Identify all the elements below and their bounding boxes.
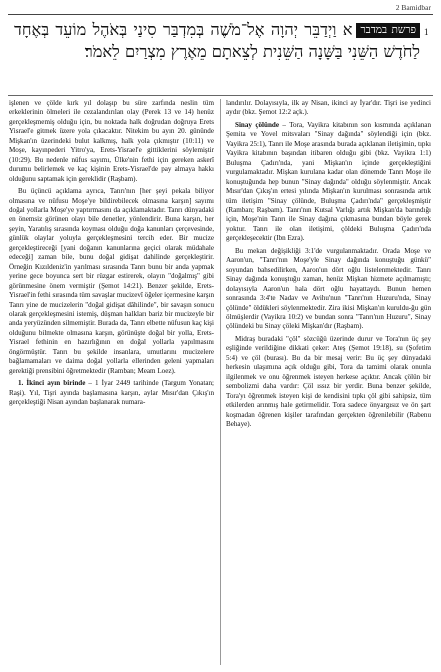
commentary-paragraph: Midraş buradaki "çöl" sözcüğü üzerinde durur ve Tora'nın üç şey eşliğinde verildiğine dikkati çeker: Ateş (Şemot 19:18), su (Şofetim 5:4) ve çöl (burası). Bu da bir mesaj verir: Bu üç şey dünyadaki herkesin ulaşımına açık olduğu gibi, Tora da tamimi olarak onunla ilgilenmek ve onu öğrenmek isteyen herkese açıktır. Ancak çölün bir sembolizmi daha vardır: Çöl ıssız bir yerdir. Buna benzer şekilde, Tora'yı öğrenmek isteyen kişi de kendisini tıpkı çöl gibi sahipsiz, tüm etkilerden arınmış hale getirmelidir. Tora sadece önyargısız ve ön şart koşmadan öğrenen kişiler tarafından gerçekten öğrenilebilir (Rabenu Behaye).: [226, 334, 431, 428]
commentary-paragraph: [9, 379, 214, 407]
commentary-text: – 1 İyar 2449 tarihinde (Targum Yonatan; Raşi). Yıl, Tişri ayında başlamasına karşın, aylar Mısır'dan Çıkış'ın gerçekleştiği Nisan ayından başlanarak numara-: [9, 379, 214, 407]
commentary-paragraph: landırılır. Dolayısıyla, ilk ay Nisan, ikinci ay İyar'dır. Tişri ise yedinci aydır (bkz. Şemot 12:2 açk.).: [226, 99, 431, 117]
parasha-label: פרשת במדבר: [356, 23, 420, 38]
column-divider: [220, 99, 221, 665]
commentary-paragraph: Bu üçüncü açıklama ayrıca, Tanrı'nın [her şeyi pekala biliyor olmasına ve nüfusu Moşe'ye bildirebilecek olmasına karşın] sayımı doğal yollarla Moşe'ye yaptırmasını da açıklamaktadır. Tanrı dünyadaki en önemsiz görünen olayı bile denetler, yönlendirir. Buna karşın, her şeyin, Yaratılış sırasında koyması olduğu doğa kanunları çerçevesinde, günlük olaylar yoluyla gerçekleşmesini tercih eder. Bir mucize gerçekleştireceği [yani doğanın kanunlarına geçici olarak müdahale edeceği] zaman bile, bunu doğal gidişat dahilinde gerçekleştirir. Örneğin Kızıldeniz'in yarılması sırasında Tanrı bunu bir anda yapmak yerine gece boyunca sert bir rüzgar estirerek, olayın "doğalmış" gibi görünmesine önem vermiştir (Şemot 14:21). Benzer şekilde, Erets-Yisrael'in fethi sırasında tüm savaşlar mucizevî öğeler içermesine karşın Tanrı yine de mucizelerin "doğal gidişat dâhilinde", bir savaşın sonucu olarak gerçekleşmesini istemiş, düşman halkları bariz bir mucizeyle bir anda yeryüzünden silmemiştir. Burada da, Tanrı elbette nüfusun kaç kişi olduğunu bilmekte olmasına karşın, görünüşte doğal bir yolla, Erets-Yisrael fethinin en hazırlığının en doğal yollarla yapılmasını öngörmüştür. Tanrı bu şekilde insanlara, umutlarını mucizelere bağlamamaları ve daima doğal yollarla ellerinden geleni yapmaları gerektiği prensibini öğretmektedir (Ramban; Meam Loez).: [9, 187, 214, 375]
hebrew-divider: [8, 95, 433, 96]
hebrew-verse-block: [14, 19, 420, 63]
hebrew-verse-text: א וַיְדַבֵּר יְהוָה אֶל־מֹשֶׁה בְּמִדְבַּר סִינַי בְּאֹהֶל מוֹעֵד בְּאֶחָד לַחֹדֶשׁ הַשֵּׁנִי בַּשָּׁנָה הַשֵּׁנִית לְצֵאתָם מֵאֶרֶץ מִצְרַיִם לֵאמֹר׃: [14, 20, 420, 61]
commentary-column-right: [226, 99, 431, 669]
verse-number: 1: [424, 27, 429, 37]
running-head: 2 Bamidbar: [395, 3, 431, 12]
commentary-paragraph: işlenen ve çölde kırk yıl dolaşıp bu süre zarfında neslin tüm erkeklerinin ölmeleri ile cezalandırılan olay (Perek 13 ve 14) henüz gerçekleşmemiş olduğu için, bu noktada halk doğrudan doğruya Erets Yisrael'e gitmek üzere yola çıkacaktır. Nitekim bu ayın 20. gününde Mişkan'ın üzerindeki bulut kalkmış, halk yola çıkmıştır (10:11) ve Moşe, kayınpederi Yitro'ya, Erets-Yisrael'e gittiklerini söylemiştir (10:29). Bu nedenle nüfus sayımı, Ülke'nin fethi için gereken askerî durumu belirlemek ve kaç kişinin Erets-Yisrael'de pay almaya hakkı olduğunu saptamak için gereklidir (Raşbam).: [9, 99, 214, 183]
commentary-column-left: [9, 99, 214, 669]
commentary-term: Sinay çölünde: [235, 120, 279, 129]
commentary-paragraph: Bu mekan değişikliği 3:1'de vurgulanmaktadır. Orada Moşe ve Aaron'un, "Tanrı'nın Moşe'yle Sinay dağında konuştuğu günkü" soyundan bahsedilirken, Aaron'un dört oğlu listelenmektedir. Tanrı Sinay dağında konuştuğu zaman, henüz Mişkan hizmete açılmamıştı; dolayısıyla Aaron'un hala dört oğlu hayattaydı. Bunun hemen sonrasında 3:4'te Nadav ve Avihu'nun "Tanrı'nın Huzuru'nda, Sinay çölünde" öldükleri söylenmektedir. Zira ikisi Mişkan'ın kuruldu-ğu gün ölmüşlerdir (Vayikra 10:2) ve bundan sonra "Tanrı'nın Huzuru", Sinay çölündeki bu Sinay çöleki Mişkan'dır (Raşbam).: [226, 246, 431, 331]
commentary-text: – Tora, Vayikra kitabının son kısmında açıklanan Şemita ve Yovel mitsvaları "Sinay dağında" söylendiği için (bkz. Vayikra 25:1), Tanrı ile Moşe arasında burada açıklanan iletişimin, tıpkı Vayikra kitabının başından itibaren olduğu gibi (bkz. Vayikra 1:1) Buluşma Çadırı'nda, yani Mişkan'ın içinde gerçekleştiğini vurgulamaktadır. Mişkan kurulana kadar olan dönemde Tanrı Moşe ile konuştuğunda hep bunun "Sinay dağında" olduğu söylenmiştir. Ancak Mısır'dan Çıkış'ın ertesi yılında Mişkan'ın kurulması sonrasında artık tüm iletişim "Sinay çölünde, Buluşma Çadırı'nda" gerçekleşmiştir (Ramban; Raşbam). Tanrı'nın Kutsal Varlığı artık Mişkan'da barındığı için, Moşe'nin Tanrı ile Sinay dağına çıkmasına bundan böyle gerek yoktur. Tanrı ile olan iletişimi, çöldeki Buluşma Çadırı'nda gerçekleşecektir (Ibn Ezra).: [226, 120, 431, 243]
commentary-paragraph: [226, 121, 431, 244]
commentary-term: 1. İkinci ayın birinde: [18, 379, 86, 388]
header-rule: [8, 14, 433, 15]
